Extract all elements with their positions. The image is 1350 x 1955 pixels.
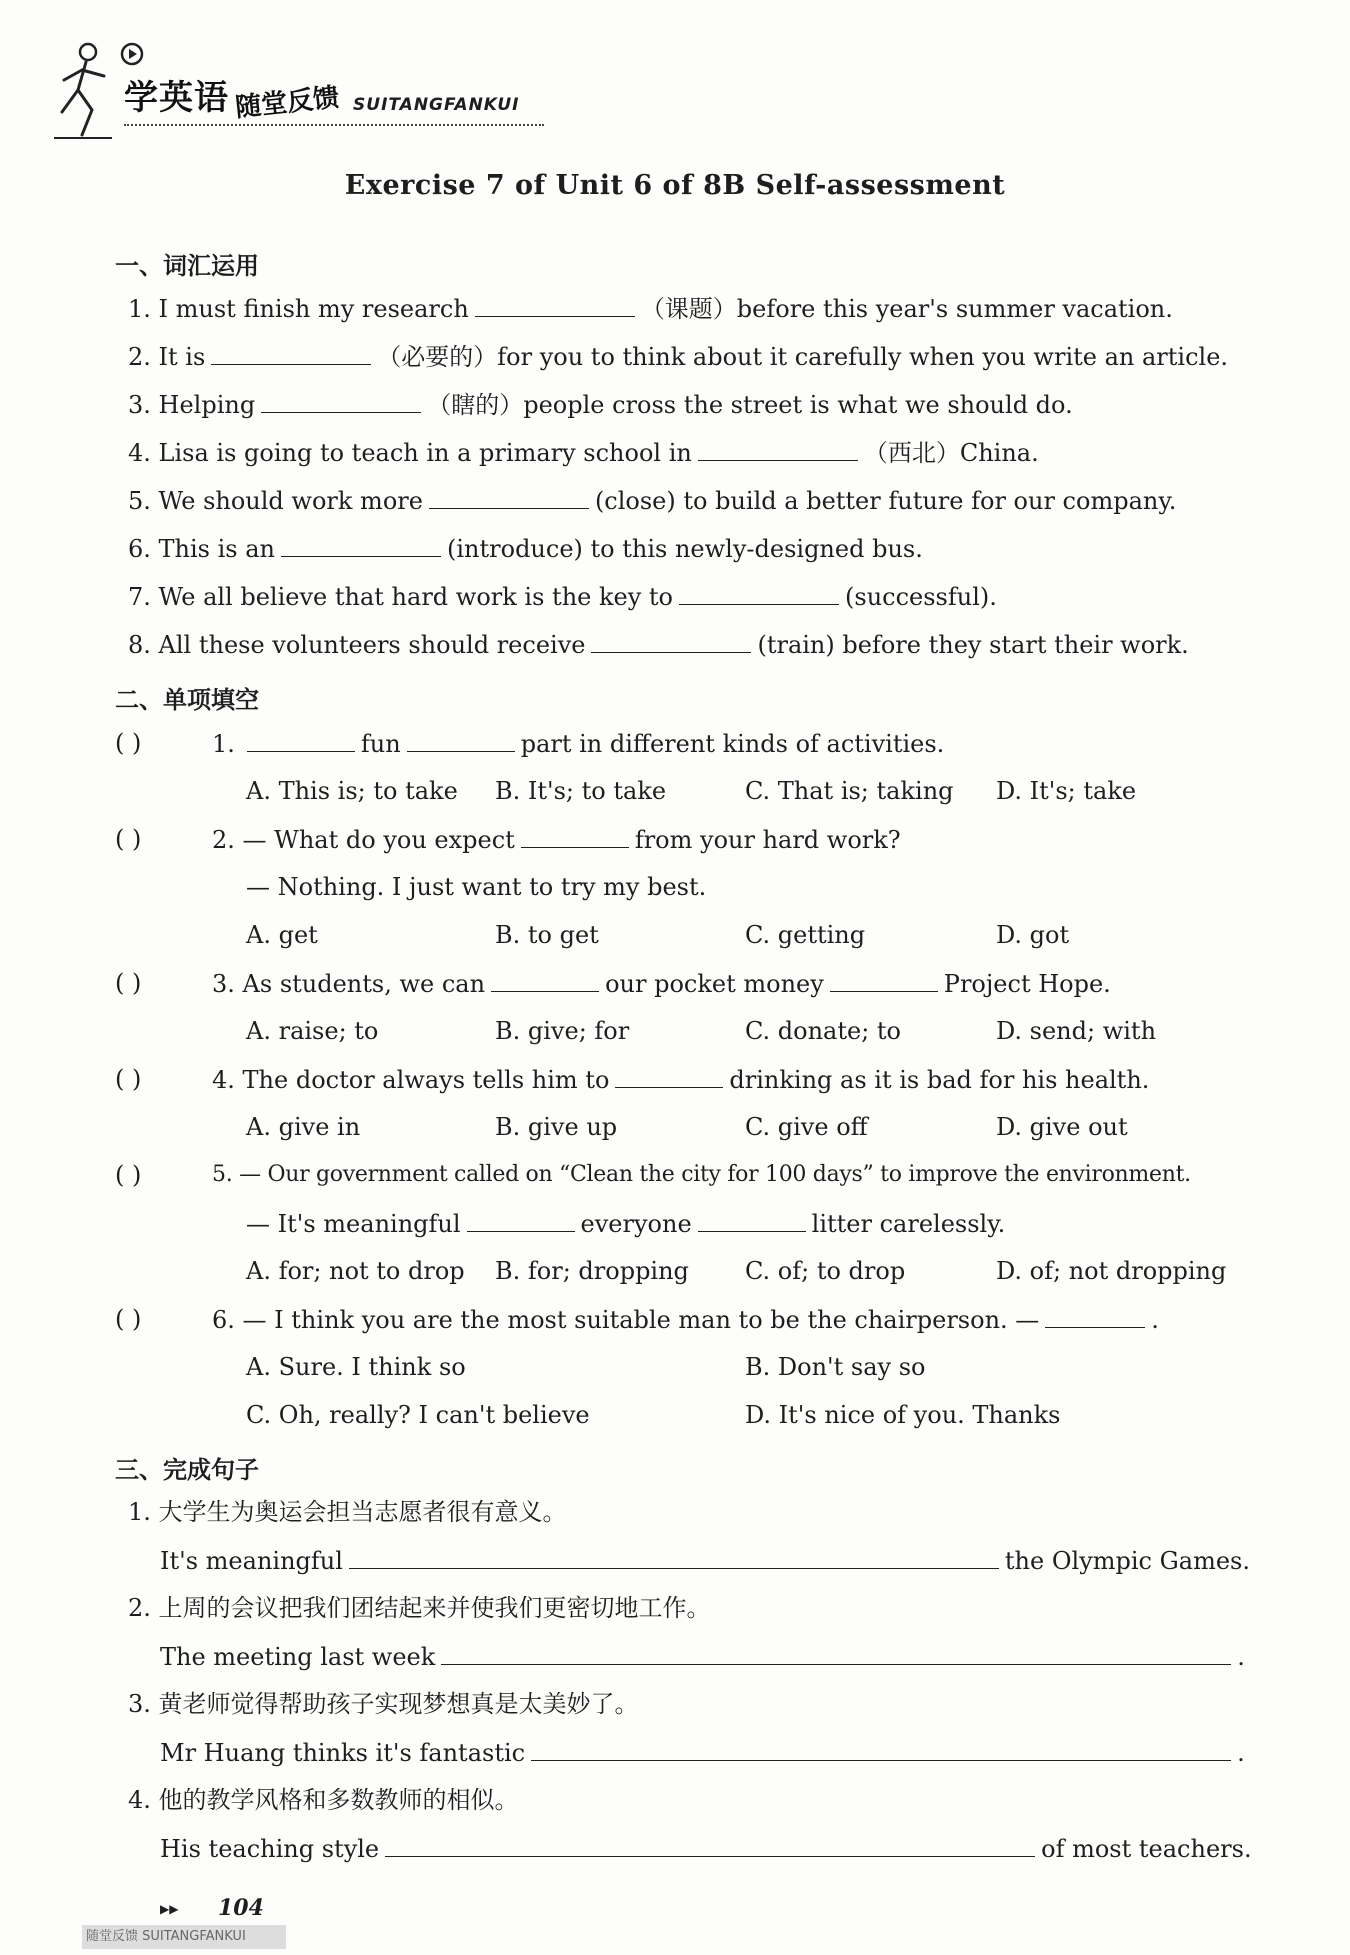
- option-b[interactable]: B. to get: [495, 921, 599, 949]
- choice-reply: — Nothing. I just want to try my best.: [246, 873, 707, 901]
- answer-bracket[interactable]: ( ): [115, 1305, 142, 1333]
- answer-line[interactable]: [385, 1832, 1035, 1857]
- answer-blank[interactable]: [491, 967, 599, 992]
- choice-question: 1. fun part in different kinds of activities.: [212, 727, 944, 760]
- option-d[interactable]: D. of; not dropping: [996, 1257, 1227, 1285]
- sentence-en: The meeting last week .: [160, 1640, 1245, 1673]
- vocab-item: 7. We all believe that hard work is the key to (successful).: [128, 580, 997, 613]
- sentence-cn: 2. 上周的会议把我们团结起来并使我们更密切地工作。: [128, 1594, 711, 1622]
- vocab-item: 4. Lisa is going to teach in a primary school in （西北）China.: [128, 436, 1039, 469]
- answer-blank[interactable]: [247, 727, 355, 752]
- vocab-item: 8. All these volunteers should receive (train) before they start their work.: [128, 628, 1189, 661]
- answer-blank[interactable]: [615, 1063, 723, 1088]
- answer-blank[interactable]: [830, 967, 938, 992]
- option-d[interactable]: D. give out: [996, 1113, 1128, 1141]
- choice-question: 6. — I think you are the most suitable man to be the chairperson. — .: [212, 1303, 1159, 1336]
- option-a[interactable]: A. give in: [246, 1113, 361, 1141]
- sentence-cn: 4. 他的教学风格和多数教师的相似。: [128, 1786, 519, 1814]
- brand-title: 学英语: [124, 78, 229, 118]
- sentence-en: His teaching style of most teachers.: [160, 1832, 1252, 1865]
- option-d[interactable]: D. It's nice of you. Thanks: [745, 1401, 1061, 1429]
- vocab-item: 3. Helping （瞎的）people cross the street is what we should do.: [128, 388, 1073, 421]
- answer-line[interactable]: [349, 1544, 999, 1569]
- page-number: 104: [218, 1895, 264, 1921]
- option-b[interactable]: B. for; dropping: [495, 1257, 689, 1285]
- answer-blank[interactable]: [261, 388, 421, 413]
- sentence-cn: 3. 黄老师觉得帮助孩子实现梦想真是太美妙了。: [128, 1690, 639, 1718]
- footer-tag: 随堂反馈 SUITANGFANKUI: [82, 1925, 286, 1949]
- answer-blank[interactable]: [1045, 1303, 1145, 1328]
- answer-bracket[interactable]: ( ): [115, 729, 142, 757]
- answer-bracket[interactable]: ( ): [115, 1065, 142, 1093]
- section-heading-complete: 三、完成句子: [115, 1456, 259, 1484]
- vocab-item: 5. We should work more (close) to build a better future for our company.: [128, 484, 1176, 517]
- answer-line[interactable]: [531, 1736, 1231, 1761]
- vocab-item: 6. This is an (introduce) to this newly-designed bus.: [128, 532, 923, 565]
- answer-blank[interactable]: [679, 580, 839, 605]
- option-c[interactable]: C. donate; to: [745, 1017, 901, 1045]
- sentence-cn: 1. 大学生为奥运会担当志愿者很有意义。: [128, 1498, 567, 1526]
- brand-subtitle: 随堂反馈: [233, 82, 341, 124]
- header-logo: [52, 40, 572, 140]
- answer-line[interactable]: [441, 1640, 1231, 1665]
- answer-bracket[interactable]: ( ): [115, 969, 142, 997]
- option-a[interactable]: A. This is; to take: [246, 777, 458, 805]
- option-b[interactable]: B. give up: [495, 1113, 618, 1141]
- option-a[interactable]: A. get: [246, 921, 318, 949]
- section-heading-choice: 二、单项填空: [115, 686, 259, 714]
- option-d[interactable]: D. got: [996, 921, 1070, 949]
- answer-blank[interactable]: [211, 340, 371, 365]
- answer-blank[interactable]: [521, 823, 629, 848]
- answer-blank[interactable]: [698, 1207, 806, 1232]
- answer-blank[interactable]: [698, 436, 858, 461]
- sentence-en: Mr Huang thinks it's fantastic .: [160, 1736, 1245, 1769]
- option-a[interactable]: A. for; not to drop: [246, 1257, 465, 1285]
- vocab-item: 2. It is （必要的）for you to think about it carefully when you write an article.: [128, 340, 1228, 373]
- brand-pinyin: SUITANGFANKUI: [353, 95, 520, 115]
- option-b[interactable]: B. It's; to take: [495, 777, 667, 805]
- brand: [124, 70, 520, 124]
- choice-question: 5. — Our government called on “Clean the city for 100 days” to improve the environment.: [212, 1162, 1191, 1187]
- option-b[interactable]: B. Don't say so: [745, 1353, 926, 1381]
- answer-blank[interactable]: [407, 727, 515, 752]
- answer-blank[interactable]: [591, 628, 751, 653]
- answer-blank[interactable]: [475, 292, 635, 317]
- double-arrow-icon: ▶▶: [160, 1902, 179, 1916]
- vocab-item: 1. I must finish my research （课题）before this year's summer vacation.: [128, 292, 1173, 325]
- choice-question: 4. The doctor always tells him to drinking as it is bad for his health.: [212, 1063, 1149, 1096]
- option-c[interactable]: C. getting: [745, 921, 866, 949]
- option-c[interactable]: C. give off: [745, 1113, 868, 1141]
- answer-blank[interactable]: [429, 484, 589, 509]
- option-c[interactable]: C. That is; taking: [745, 777, 954, 805]
- choice-question: 2. — What do you expect from your hard work?: [212, 823, 901, 856]
- sentence-en: It's meaningful the Olympic Games.: [160, 1544, 1250, 1577]
- section-heading-vocab: 一、词汇运用: [115, 252, 259, 280]
- answer-bracket[interactable]: ( ): [115, 1161, 142, 1189]
- option-a[interactable]: A. Sure. I think so: [246, 1353, 466, 1381]
- play-icon: [120, 42, 144, 66]
- option-c[interactable]: C. Oh, really? I can't believe: [246, 1401, 590, 1429]
- option-c[interactable]: C. of; to drop: [745, 1257, 906, 1285]
- option-a[interactable]: A. raise; to: [246, 1017, 379, 1045]
- page-title: Exercise 7 of Unit 6 of 8B Self-assessment: [344, 170, 1006, 201]
- answer-bracket[interactable]: ( ): [115, 825, 142, 853]
- choice-question: 3. As students, we can our pocket money Project Hope.: [212, 967, 1111, 1000]
- choice-reply: — It's meaningful everyone litter carelessly.: [246, 1207, 1005, 1240]
- option-d[interactable]: D. send; with: [996, 1017, 1157, 1045]
- answer-blank[interactable]: [467, 1207, 575, 1232]
- option-d[interactable]: D. It's; take: [996, 777, 1137, 805]
- option-b[interactable]: B. give; for: [495, 1017, 630, 1045]
- answer-blank[interactable]: [281, 532, 441, 557]
- header-divider: [124, 124, 544, 126]
